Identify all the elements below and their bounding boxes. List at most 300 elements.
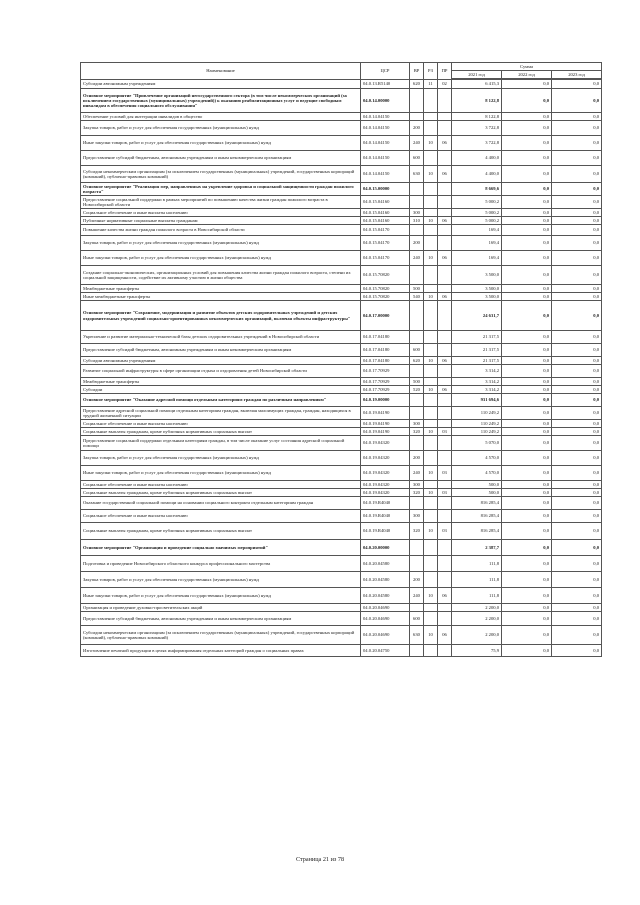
row-2023-cell: 0,0 xyxy=(552,293,602,301)
row-2021-cell: 169,4 xyxy=(452,236,502,251)
row-name-cell: Предоставление субсидий бюджетным, автономным учреждениям и иным некоммерческим организациям xyxy=(81,151,361,166)
row-vr-cell: 320 xyxy=(410,489,424,497)
row-csr-cell: 04.0.19.04190 xyxy=(361,420,410,428)
row-csr-cell: 04.0.19.R4040 xyxy=(361,523,410,540)
row-name-cell: Закупка товаров, работ и услуг для обеспечения государственных (муниципальных) нужд xyxy=(81,451,361,466)
row-2023-cell: 0,0 xyxy=(552,266,602,285)
row-csr-cell: 04.0.15.04160 xyxy=(361,217,410,225)
row-2023-cell: 0,0 xyxy=(552,497,602,510)
row-vr-cell: 630 xyxy=(410,626,424,645)
row-csr-cell: 04.0.15.70820 xyxy=(361,266,410,285)
table-row xyxy=(81,428,602,436)
row-rz-cell xyxy=(424,285,438,293)
row-2022-cell: 0,0 xyxy=(502,612,552,626)
row-2022-cell: 0,0 xyxy=(502,344,552,357)
table-row xyxy=(81,136,602,151)
row-2022-cell: 0,0 xyxy=(502,121,552,136)
row-2023-cell: 0,0 xyxy=(552,612,602,626)
row-2022-cell: 0,0 xyxy=(502,225,552,236)
row-csr-cell: 04.0.20.04750 xyxy=(361,645,410,657)
row-pr-cell xyxy=(438,344,452,357)
table-row xyxy=(81,451,602,466)
row-2023-cell: 0,0 xyxy=(552,407,602,420)
row-csr-cell: 04.0.14.04150 xyxy=(361,121,410,136)
table-row xyxy=(81,420,602,428)
row-2021-cell: 21 317,5 xyxy=(452,357,502,365)
row-2022-cell: 0,0 xyxy=(502,183,552,196)
row-vr-cell: 300 xyxy=(410,481,424,489)
row-csr-cell: 04.0.19.04190 xyxy=(361,428,410,436)
row-2023-cell: 0,0 xyxy=(552,451,602,466)
table-row xyxy=(81,331,602,344)
row-pr-cell xyxy=(438,285,452,293)
row-2022-cell: 0,0 xyxy=(502,497,552,510)
row-name-cell: Закупка товаров, работ и услуг для обеспечения государственных (муниципальных) нужд xyxy=(81,236,361,251)
row-csr-cell: 04.0.19.04190 xyxy=(361,407,410,420)
row-2022-cell: 0,0 xyxy=(502,386,552,394)
row-vr-cell: 300 xyxy=(410,209,424,217)
row-2021-cell: 4 570,0 xyxy=(452,466,502,481)
row-2021-cell: 110 249,2 xyxy=(452,407,502,420)
row-2021-cell: 3 500,0 xyxy=(452,266,502,285)
row-2021-cell: 3 314,2 xyxy=(452,386,502,394)
table-row xyxy=(81,489,602,497)
row-2023-cell: 0,0 xyxy=(552,196,602,209)
row-2023-cell: 0,0 xyxy=(552,481,602,489)
row-2023-cell: 0,0 xyxy=(552,540,602,556)
row-2022-cell: 0,0 xyxy=(502,251,552,266)
table-row xyxy=(81,540,602,556)
row-2023-cell: 0,0 xyxy=(552,626,602,645)
row-vr-cell: 320 xyxy=(410,428,424,436)
table-row xyxy=(81,209,602,217)
row-rz-cell xyxy=(424,183,438,196)
row-rz-cell: 10 xyxy=(424,626,438,645)
row-2023-cell: 0,0 xyxy=(552,510,602,523)
row-vr-cell xyxy=(410,497,424,510)
row-rz-cell xyxy=(424,151,438,166)
row-name-cell: Иные закупки товаров, работ и услуг для обеспечения государственных (муниципальных) нужд xyxy=(81,251,361,266)
row-2023-cell: 0,0 xyxy=(552,236,602,251)
row-vr-cell xyxy=(410,645,424,657)
row-vr-cell xyxy=(410,113,424,121)
row-rz-cell xyxy=(424,121,438,136)
header-pr: ПР xyxy=(438,63,452,80)
table-row xyxy=(81,357,602,365)
row-rz-cell xyxy=(424,378,438,386)
row-2021-cell: 5 070,0 xyxy=(452,436,502,451)
row-vr-cell: 240 xyxy=(410,588,424,604)
row-2021-cell: 5 000,2 xyxy=(452,209,502,217)
row-pr-cell: 03 xyxy=(438,523,452,540)
row-rz-cell xyxy=(424,365,438,378)
row-2021-cell: 500,0 xyxy=(452,489,502,497)
row-2022-cell: 0,0 xyxy=(502,293,552,301)
row-2022-cell: 0,0 xyxy=(502,572,552,588)
row-rz-cell xyxy=(424,236,438,251)
row-pr-cell xyxy=(438,365,452,378)
row-vr-cell xyxy=(410,225,424,236)
row-name-cell: Основное мероприятие "Реализация мер, направленных на укрепление здоровья и социальной защищенности граждан пожилого возраста" xyxy=(81,183,361,196)
row-pr-cell: 06 xyxy=(438,217,452,225)
row-name-cell: Социальные выплаты гражданам, кроме публичных нормативных социальных выплат xyxy=(81,428,361,436)
row-2022-cell: 0,0 xyxy=(502,604,552,612)
row-2022-cell: 0,0 xyxy=(502,209,552,217)
row-vr-cell: 600 xyxy=(410,151,424,166)
row-name-cell: Подготовка и проведение Новосибирского областного конкурса профессионального мастерства xyxy=(81,556,361,572)
table-row xyxy=(81,301,602,331)
row-2023-cell: 0,0 xyxy=(552,151,602,166)
table-row xyxy=(81,196,602,209)
row-pr-cell: 06 xyxy=(438,293,452,301)
row-2023-cell: 0,0 xyxy=(552,225,602,236)
row-csr-cell: 04.0.20.04580 xyxy=(361,588,410,604)
row-rz-cell xyxy=(424,556,438,572)
row-csr-cell: 04.0.20.04580 xyxy=(361,572,410,588)
row-name-cell: Социальное обеспечение и иные выплаты населению xyxy=(81,209,361,217)
row-2021-cell: 110 249,2 xyxy=(452,420,502,428)
row-csr-cell: 04.0.15.04170 xyxy=(361,251,410,266)
table-body xyxy=(81,80,602,657)
row-rz-cell xyxy=(424,612,438,626)
row-rz-cell: 10 xyxy=(424,466,438,481)
row-vr-cell xyxy=(410,89,424,113)
row-vr-cell xyxy=(410,394,424,407)
row-csr-cell: 04.0.19.04320 xyxy=(361,481,410,489)
row-2023-cell: 0,0 xyxy=(552,121,602,136)
row-vr-cell: 600 xyxy=(410,612,424,626)
row-2022-cell: 0,0 xyxy=(502,436,552,451)
row-rz-cell xyxy=(424,344,438,357)
row-name-cell: Организация и проведение духовно-просветительских акций xyxy=(81,604,361,612)
row-2023-cell: 0,0 xyxy=(552,523,602,540)
row-2023-cell: 0,0 xyxy=(552,217,602,225)
row-vr-cell: 500 xyxy=(410,378,424,386)
row-pr-cell xyxy=(438,604,452,612)
row-pr-cell xyxy=(438,572,452,588)
row-vr-cell: 540 xyxy=(410,293,424,301)
budget-table xyxy=(80,62,602,657)
row-2023-cell: 0,0 xyxy=(552,301,602,331)
row-pr-cell xyxy=(438,151,452,166)
table-row xyxy=(81,378,602,386)
row-2023-cell: 0,0 xyxy=(552,604,602,612)
row-2021-cell: 6 415,3 xyxy=(452,80,502,89)
row-2021-cell: 3 722,8 xyxy=(452,136,502,151)
row-csr-cell: 04.0.14.04150 xyxy=(361,151,410,166)
row-2021-cell: 3 722,8 xyxy=(452,121,502,136)
row-rz-cell xyxy=(424,451,438,466)
row-pr-cell xyxy=(438,225,452,236)
row-vr-cell: 620 xyxy=(410,357,424,365)
row-rz-cell xyxy=(424,510,438,523)
row-pr-cell: 06 xyxy=(438,386,452,394)
row-pr-cell xyxy=(438,394,452,407)
table-row xyxy=(81,293,602,301)
row-2023-cell: 0,0 xyxy=(552,136,602,151)
row-2023-cell: 0,0 xyxy=(552,183,602,196)
row-2023-cell: 0,0 xyxy=(552,113,602,121)
row-2023-cell: 0,0 xyxy=(552,357,602,365)
row-vr-cell: 240 xyxy=(410,251,424,266)
row-2023-cell: 0,0 xyxy=(552,80,602,89)
row-rz-cell xyxy=(424,113,438,121)
row-csr-cell: 04.0.17.70929 xyxy=(361,365,410,378)
row-name-cell: Социальное обеспечение и иные выплаты населению xyxy=(81,481,361,489)
row-name-cell: Иные закупки товаров, работ и услуг для обеспечения государственных (муниципальных) нужд xyxy=(81,588,361,604)
table-row xyxy=(81,225,602,236)
row-pr-cell: 03 xyxy=(438,489,452,497)
row-csr-cell: 04.0.17.04180 xyxy=(361,357,410,365)
row-name-cell: Социальное обеспечение и иные выплаты населению xyxy=(81,420,361,428)
row-csr-cell: 04.0.19.04320 xyxy=(361,466,410,481)
row-name-cell: Повышение качества жизни граждан пожилого возраста в Новосибирской области xyxy=(81,225,361,236)
row-2021-cell: 21 317,5 xyxy=(452,344,502,357)
row-pr-cell xyxy=(438,612,452,626)
row-vr-cell: 520 xyxy=(410,386,424,394)
row-name-cell: Социальное обеспечение и иные выплаты населению xyxy=(81,510,361,523)
row-2021-cell: 111,8 xyxy=(452,556,502,572)
row-rz-cell xyxy=(424,436,438,451)
row-rz-cell: 10 xyxy=(424,588,438,604)
row-name-cell: Обеспечение условий для интеграции инвалидов в общество xyxy=(81,113,361,121)
table-row xyxy=(81,510,602,523)
table-row xyxy=(81,89,602,113)
row-rz-cell: 10 xyxy=(424,428,438,436)
row-vr-cell: 200 xyxy=(410,121,424,136)
row-2022-cell: 0,0 xyxy=(502,489,552,497)
row-2021-cell: 3 314,2 xyxy=(452,365,502,378)
row-2021-cell: 3 314,2 xyxy=(452,378,502,386)
row-2021-cell: 816 285,4 xyxy=(452,497,502,510)
row-name-cell: Предоставление субсидий бюджетным, автономным учреждениям и иным некоммерческим организациям xyxy=(81,612,361,626)
header-name: Наименование xyxy=(81,63,361,80)
row-rz-cell xyxy=(424,481,438,489)
table-row xyxy=(81,217,602,225)
row-csr-cell: 04.0.14.00000 xyxy=(361,89,410,113)
row-name-cell: Межбюджетные трансферты xyxy=(81,378,361,386)
row-2021-cell: 4 400,0 xyxy=(452,166,502,183)
row-2023-cell: 0,0 xyxy=(552,386,602,394)
row-2021-cell: 169,4 xyxy=(452,225,502,236)
row-2021-cell: 5 000,2 xyxy=(452,217,502,225)
table-row xyxy=(81,236,602,251)
table-row xyxy=(81,626,602,645)
table-row xyxy=(81,344,602,357)
header-vr: ВР xyxy=(410,63,424,80)
table-row xyxy=(81,183,602,196)
row-2022-cell: 0,0 xyxy=(502,301,552,331)
row-2021-cell: 816 285,4 xyxy=(452,523,502,540)
row-name-cell: Основное мероприятие "Оказание адресной помощи отдельным категориям граждан по различным направлениям" xyxy=(81,394,361,407)
row-name-cell: Социальные выплаты гражданам, кроме публичных нормативных социальных выплат xyxy=(81,523,361,540)
row-2022-cell: 0,0 xyxy=(502,588,552,604)
row-rz-cell: 10 xyxy=(424,217,438,225)
row-csr-cell: 04.0.15.70820 xyxy=(361,285,410,293)
row-2021-cell: 75,9 xyxy=(452,645,502,657)
row-name-cell: Изготовление печатной продукции в целях информирования отдельных категорий граждан о социальных правах xyxy=(81,645,361,657)
table-row xyxy=(81,386,602,394)
row-2022-cell: 0,0 xyxy=(502,365,552,378)
row-vr-cell: 200 xyxy=(410,451,424,466)
row-2021-cell: 111,8 xyxy=(452,572,502,588)
row-2022-cell: 0,0 xyxy=(502,481,552,489)
table-row xyxy=(81,572,602,588)
row-csr-cell: 04.0.20.04580 xyxy=(361,556,410,572)
row-pr-cell xyxy=(438,451,452,466)
row-2022-cell: 0,0 xyxy=(502,136,552,151)
table-row xyxy=(81,166,602,183)
row-rz-cell xyxy=(424,209,438,217)
row-name-cell: Закупка товаров, работ и услуг для обеспечения государственных (муниципальных) нужд xyxy=(81,572,361,588)
row-2021-cell: 2 200,0 xyxy=(452,604,502,612)
row-csr-cell: 04.0.17.70929 xyxy=(361,386,410,394)
row-csr-cell: 04.0.15.00000 xyxy=(361,183,410,196)
row-2021-cell: 931 694,6 xyxy=(452,394,502,407)
row-rz-cell xyxy=(424,266,438,285)
row-vr-cell xyxy=(410,266,424,285)
row-rz-cell xyxy=(424,394,438,407)
row-2022-cell: 0,0 xyxy=(502,378,552,386)
row-2021-cell: 169,4 xyxy=(452,251,502,266)
row-2021-cell: 3 500,0 xyxy=(452,285,502,293)
row-vr-cell: 630 xyxy=(410,166,424,183)
row-name-cell: Субсидии автономным учреждениям xyxy=(81,357,361,365)
table-row xyxy=(81,645,602,657)
row-rz-cell xyxy=(424,572,438,588)
table-row xyxy=(81,121,602,136)
row-rz-cell: 10 xyxy=(424,293,438,301)
row-pr-cell: 03 xyxy=(438,466,452,481)
row-vr-cell: 500 xyxy=(410,285,424,293)
row-2023-cell: 0,0 xyxy=(552,209,602,217)
row-vr-cell xyxy=(410,604,424,612)
row-pr-cell: 02 xyxy=(438,80,452,89)
row-vr-cell xyxy=(410,556,424,572)
row-vr-cell xyxy=(410,365,424,378)
row-rz-cell xyxy=(424,645,438,657)
row-2022-cell: 0,0 xyxy=(502,236,552,251)
row-vr-cell: 310 xyxy=(410,217,424,225)
header-csr: ЦСР xyxy=(361,63,410,80)
table-row xyxy=(81,612,602,626)
row-pr-cell xyxy=(438,481,452,489)
row-name-cell: Основное мероприятие "Сохранение, модернизация и развитие объектов детских оздоровительных учреждений и детских оздоровительных учреждений социально-ориентированных некоммерческих организаций, включая объекты инфраструктуры" xyxy=(81,301,361,331)
row-vr-cell: 240 xyxy=(410,136,424,151)
row-pr-cell xyxy=(438,331,452,344)
row-rz-cell xyxy=(424,89,438,113)
row-2023-cell: 0,0 xyxy=(552,89,602,113)
row-2022-cell: 0,0 xyxy=(502,357,552,365)
table-row xyxy=(81,556,602,572)
row-vr-cell xyxy=(410,436,424,451)
row-name-cell: Субсидии некоммерческим организациям (за исключением государственных (муниципальных) учреждений, государственных корпораций (компаний), публично-правовых компаний) xyxy=(81,626,361,645)
row-name-cell: Субсидии автономным учреждениям xyxy=(81,80,361,89)
document-page xyxy=(80,62,601,657)
row-2021-cell: 111,8 xyxy=(452,588,502,604)
table-row xyxy=(81,113,602,121)
row-2022-cell: 0,0 xyxy=(502,645,552,657)
row-2021-cell: 8 122,8 xyxy=(452,113,502,121)
row-2021-cell: 4 400,0 xyxy=(452,151,502,166)
row-vr-cell xyxy=(410,331,424,344)
row-2023-cell: 0,0 xyxy=(552,556,602,572)
row-2021-cell: 8 122,8 xyxy=(452,89,502,113)
row-pr-cell: 06 xyxy=(438,357,452,365)
row-2022-cell: 0,0 xyxy=(502,626,552,645)
row-2023-cell: 0,0 xyxy=(552,394,602,407)
row-rz-cell: 10 xyxy=(424,136,438,151)
table-row xyxy=(81,481,602,489)
table-row xyxy=(81,285,602,293)
row-csr-cell: 04.0.17.04180 xyxy=(361,344,410,357)
row-name-cell: Развитие социальной инфраструктуры в сфере организации отдыха и оздоровления детей Новосибирской области xyxy=(81,365,361,378)
row-2022-cell: 0,0 xyxy=(502,89,552,113)
row-pr-cell: 03 xyxy=(438,428,452,436)
row-pr-cell xyxy=(438,266,452,285)
row-vr-cell: 620 xyxy=(410,80,424,89)
row-2023-cell: 0,0 xyxy=(552,365,602,378)
row-vr-cell: 200 xyxy=(410,572,424,588)
row-vr-cell: 240 xyxy=(410,466,424,481)
table-row xyxy=(81,523,602,540)
row-csr-cell: 04.0.19.R4040 xyxy=(361,497,410,510)
row-2023-cell: 0,0 xyxy=(552,420,602,428)
row-2022-cell: 0,0 xyxy=(502,523,552,540)
row-name-cell: Создание социально-экономических, организационных условий для повышения качества жизни граждан пожилого возраста, степени их социальной защищенности, содействие их активному участию в жизни общества xyxy=(81,266,361,285)
row-pr-cell xyxy=(438,209,452,217)
table-row xyxy=(81,497,602,510)
table-row xyxy=(81,251,602,266)
row-csr-cell: 04.0.20.04690 xyxy=(361,626,410,645)
row-2022-cell: 0,0 xyxy=(502,80,552,89)
row-pr-cell xyxy=(438,183,452,196)
row-2022-cell: 0,0 xyxy=(502,113,552,121)
row-csr-cell: 04.0.15.04160 xyxy=(361,209,410,217)
row-2023-cell: 0,0 xyxy=(552,645,602,657)
row-rz-cell xyxy=(424,331,438,344)
row-rz-cell xyxy=(424,407,438,420)
row-name-cell: Субсидии некоммерческим организациям (за исключением государственных (муниципальных) учреждений, государственных корпораций (компаний), публично-правовых компаний) xyxy=(81,166,361,183)
row-name-cell: Основное мероприятие "Организация и проведение социально значимых мероприятий" xyxy=(81,540,361,556)
row-2021-cell: 21 317,5 xyxy=(452,331,502,344)
row-2022-cell: 0,0 xyxy=(502,151,552,166)
row-pr-cell: 06 xyxy=(438,251,452,266)
row-pr-cell: 06 xyxy=(438,588,452,604)
row-pr-cell xyxy=(438,556,452,572)
row-name-cell: Социальные выплаты гражданам, кроме публичных нормативных социальных выплат xyxy=(81,489,361,497)
row-2023-cell: 0,0 xyxy=(552,251,602,266)
row-2021-cell: 2 200,0 xyxy=(452,626,502,645)
row-rz-cell xyxy=(424,604,438,612)
table-header xyxy=(81,63,602,80)
row-pr-cell xyxy=(438,113,452,121)
page-footer: Страница 21 из 78 xyxy=(295,856,345,863)
row-name-cell: Межбюджетные трансферты xyxy=(81,285,361,293)
row-2023-cell: 0,0 xyxy=(552,428,602,436)
row-2022-cell: 0,0 xyxy=(502,451,552,466)
row-2022-cell: 0,0 xyxy=(502,266,552,285)
header-year-2021: 2021 год xyxy=(452,71,502,79)
row-2022-cell: 0,0 xyxy=(502,166,552,183)
row-pr-cell xyxy=(438,436,452,451)
row-2021-cell: 4 570,0 xyxy=(452,451,502,466)
row-name-cell: Укрепление и развитие материально-технической базы детских оздоровительных учреждений в Новосибирской области xyxy=(81,331,361,344)
row-pr-cell: 06 xyxy=(438,166,452,183)
row-2022-cell: 0,0 xyxy=(502,510,552,523)
header-year-2023: 2023 год xyxy=(552,71,602,79)
row-pr-cell xyxy=(438,121,452,136)
